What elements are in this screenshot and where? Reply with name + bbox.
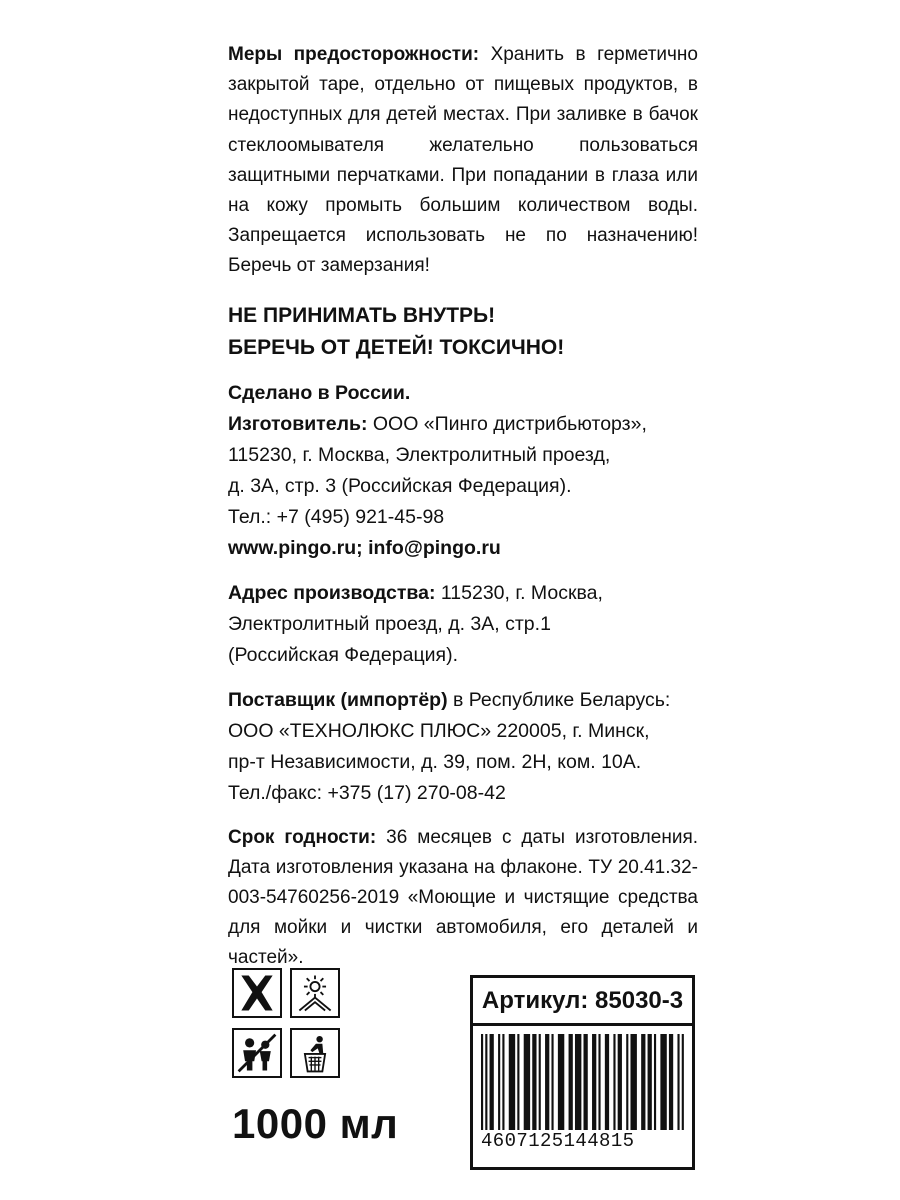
made-in: Сделано в России.	[228, 381, 411, 404]
barcode-bar	[605, 1034, 609, 1130]
importer-country: в Республике Беларусь:	[453, 688, 671, 711]
barcode-bar	[682, 1034, 684, 1130]
barcode-bar	[485, 1034, 487, 1130]
barcode-bar	[669, 1034, 673, 1130]
barcode-bar	[660, 1034, 666, 1130]
production-section	[228, 578, 698, 671]
warning-section	[228, 300, 698, 364]
production-heading: Адрес производства:	[228, 581, 436, 604]
barcode-bar	[641, 1034, 645, 1130]
barcode-bar	[524, 1034, 530, 1130]
recycle-bin-icon	[290, 1028, 340, 1078]
harmful-x-icon	[232, 968, 282, 1018]
manufacturer-phone: Тел.: +7 (495) 921-45-98	[228, 505, 445, 528]
warning-line-1: НЕ ПРИНИМАТЬ ВНУТРЬ!	[228, 303, 496, 327]
barcode-bar	[575, 1034, 581, 1130]
barcode-bar	[654, 1034, 656, 1130]
importer-heading: Поставщик (импортёр)	[228, 688, 448, 711]
barcode-bar	[517, 1034, 519, 1130]
production-address-2: Электролитный проезд, д. 3А, стр.1	[228, 612, 551, 635]
barcode-bar	[592, 1034, 596, 1130]
manufacturer-address-1: 115230, г. Москва, Электролитный проезд,	[228, 443, 611, 466]
barcode-bar	[630, 1034, 636, 1130]
precautions-section	[228, 40, 698, 282]
barcode-bar	[551, 1034, 553, 1130]
shelf-life-heading: Срок годности:	[228, 826, 377, 848]
shelf-life-section	[228, 823, 698, 974]
precautions-heading: Меры предосторожности:	[228, 44, 480, 65]
hazard-icons	[232, 968, 342, 1080]
barcode	[481, 1034, 686, 1130]
production-line-1	[228, 578, 698, 609]
barcode-bar	[584, 1034, 588, 1130]
barcode-bar	[490, 1034, 494, 1130]
manufacturer-web: www.pingo.ru; info@pingo.ru	[228, 536, 501, 559]
article-number: Артикул: 85030-3	[473, 978, 692, 1026]
barcode-bar	[502, 1034, 504, 1130]
barcode-bar	[569, 1034, 573, 1130]
keep-from-children-icon	[232, 1028, 282, 1078]
production-address-1: 115230, г. Москва,	[440, 581, 603, 604]
label-text	[228, 40, 698, 974]
volume-label: 1000 мл	[232, 1100, 399, 1147]
barcode-bar	[598, 1034, 600, 1130]
barcode-bar	[558, 1034, 564, 1130]
barcode-bar	[509, 1034, 515, 1130]
manufacturer-section	[228, 378, 698, 564]
warning-line-2: БЕРЕЧЬ ОТ ДЕТЕЙ! ТОКСИЧНО!	[228, 335, 565, 359]
importer-address: пр-т Независимости, д. 39, пом. 2Н, ком. 10А.	[228, 750, 642, 773]
manufacturer-company: ООО «Пинго дистрибьюторз»,	[372, 412, 647, 435]
manufacturer-address-2: д. 3А, стр. 3 (Российская Федерация).	[228, 474, 572, 497]
barcode-bar	[648, 1034, 652, 1130]
barcode-bar	[481, 1034, 483, 1130]
importer-phone: Тел./факс: +375 (17) 270-08-42	[228, 781, 506, 804]
precautions-text: Хранить в герметично закрытой таре, отдельно от пищевых продуктов, в недоступных для детей местах. При заливке в бачок стеклоомывателя желательно пользоваться защитными перчатками. При попадании в глаза или на кожу промыть большим количеством воды. Запрещается использовать не по назначению! Беречь от замерзания!	[228, 44, 698, 277]
barcode-bar	[618, 1034, 622, 1130]
barcode-box	[470, 975, 695, 1170]
barcode-bar	[539, 1034, 541, 1130]
importer-line-1	[228, 685, 698, 716]
importer-company: ООО «ТЕХНОЛЮКС ПЛЮС» 220005, г. Минск,	[228, 719, 650, 742]
barcode-bar	[613, 1034, 615, 1130]
barcode-bar	[545, 1034, 549, 1130]
barcode-bar	[677, 1034, 679, 1130]
barcode-bar	[498, 1034, 500, 1130]
flammable-icon	[290, 968, 340, 1018]
barcode-digits: 4607125144815	[481, 1130, 635, 1152]
shelf-life-text: 36 месяцев с даты изготовления. Дата изготовления указана на флаконе. ТУ 20.41.32-003-54760256-2019 «Моющие и чистящие средства для мойки и чистки автомобиля, его деталей и частей».	[228, 826, 699, 969]
importer-section	[228, 685, 698, 809]
barcode-bar	[626, 1034, 628, 1130]
manufacturer-line	[228, 409, 698, 440]
production-address-3: (Российская Федерация).	[228, 643, 458, 666]
barcode-bar	[532, 1034, 536, 1130]
manufacturer-heading: Изготовитель:	[228, 412, 368, 435]
